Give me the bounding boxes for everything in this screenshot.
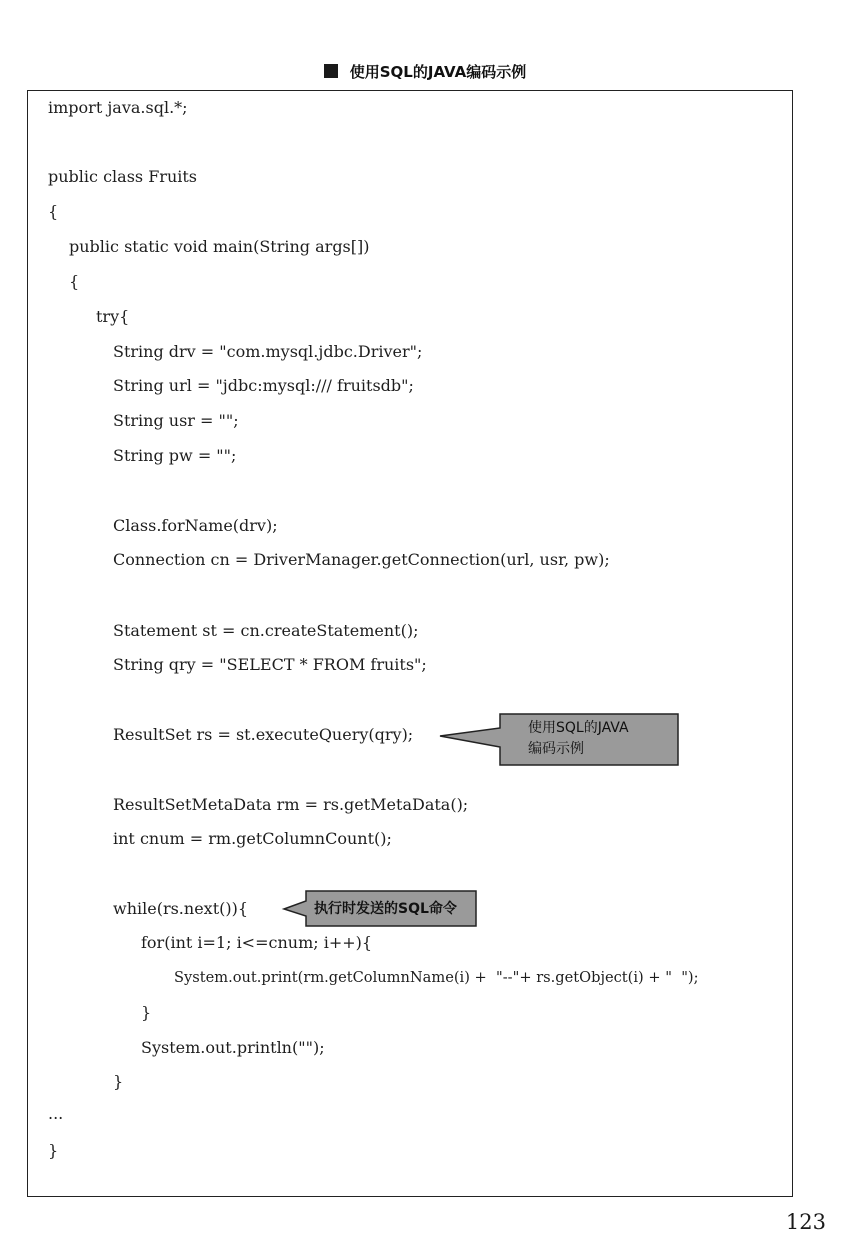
code-line: String pw = "";: [113, 446, 237, 465]
code-line: {: [69, 272, 80, 291]
code-line: for(int i=1; i<=cnum; i++){: [141, 933, 373, 952]
code-line: ResultSet rs = st.executeQuery(qry);: [113, 725, 414, 744]
callout-text: 执行时发送的SQL命令: [314, 901, 457, 917]
section-title: 使用SQL的JAVA编码示例: [349, 63, 527, 81]
code-line: String qry = "SELECT * FROM fruits";: [113, 655, 427, 674]
code-line: Connection cn = DriverManager.getConnection(url, usr, pw);: [113, 550, 610, 569]
page-number: 123: [785, 1210, 826, 1234]
code-line: try{: [96, 307, 130, 326]
code-line: }: [113, 1072, 124, 1091]
code-line: System.out.print(rm.getColumnName(i) + "--"+ rs.getObject(i) + " ");: [174, 969, 699, 986]
callout-line-2: 编码示例: [528, 741, 584, 757]
code-line: public static void main(String args[]): [69, 237, 370, 256]
code-line: ResultSetMetaData rm = rs.getMetaData();: [113, 795, 469, 814]
code-line: ...: [48, 1104, 64, 1123]
callout-java-sql-example: [438, 713, 680, 767]
code-line: {: [48, 202, 59, 221]
code-line: public class Fruits: [48, 167, 198, 186]
code-line: while(rs.next()){: [113, 899, 249, 918]
code-line: Class.forName(drv);: [113, 516, 278, 535]
code-line: String usr = "";: [113, 411, 239, 430]
code-line: import java.sql.*;: [48, 98, 188, 117]
code-line: String url = "jdbc:mysql:/// fruitsdb";: [113, 376, 414, 395]
square-bullet-icon: [324, 64, 338, 78]
code-line: }: [48, 1141, 59, 1160]
code-line: String drv = "com.mysql.jdbc.Driver";: [113, 342, 423, 361]
callout-sql-command: [282, 890, 478, 928]
code-line: }: [141, 1003, 152, 1022]
code-line: System.out.println("");: [141, 1038, 325, 1057]
code-line: int cnum = rm.getColumnCount();: [113, 829, 392, 848]
section-heading: [0, 61, 850, 82]
code-line: Statement st = cn.createStatement();: [113, 621, 419, 640]
callout-line-1: 使用SQL的JAVA: [528, 720, 629, 736]
